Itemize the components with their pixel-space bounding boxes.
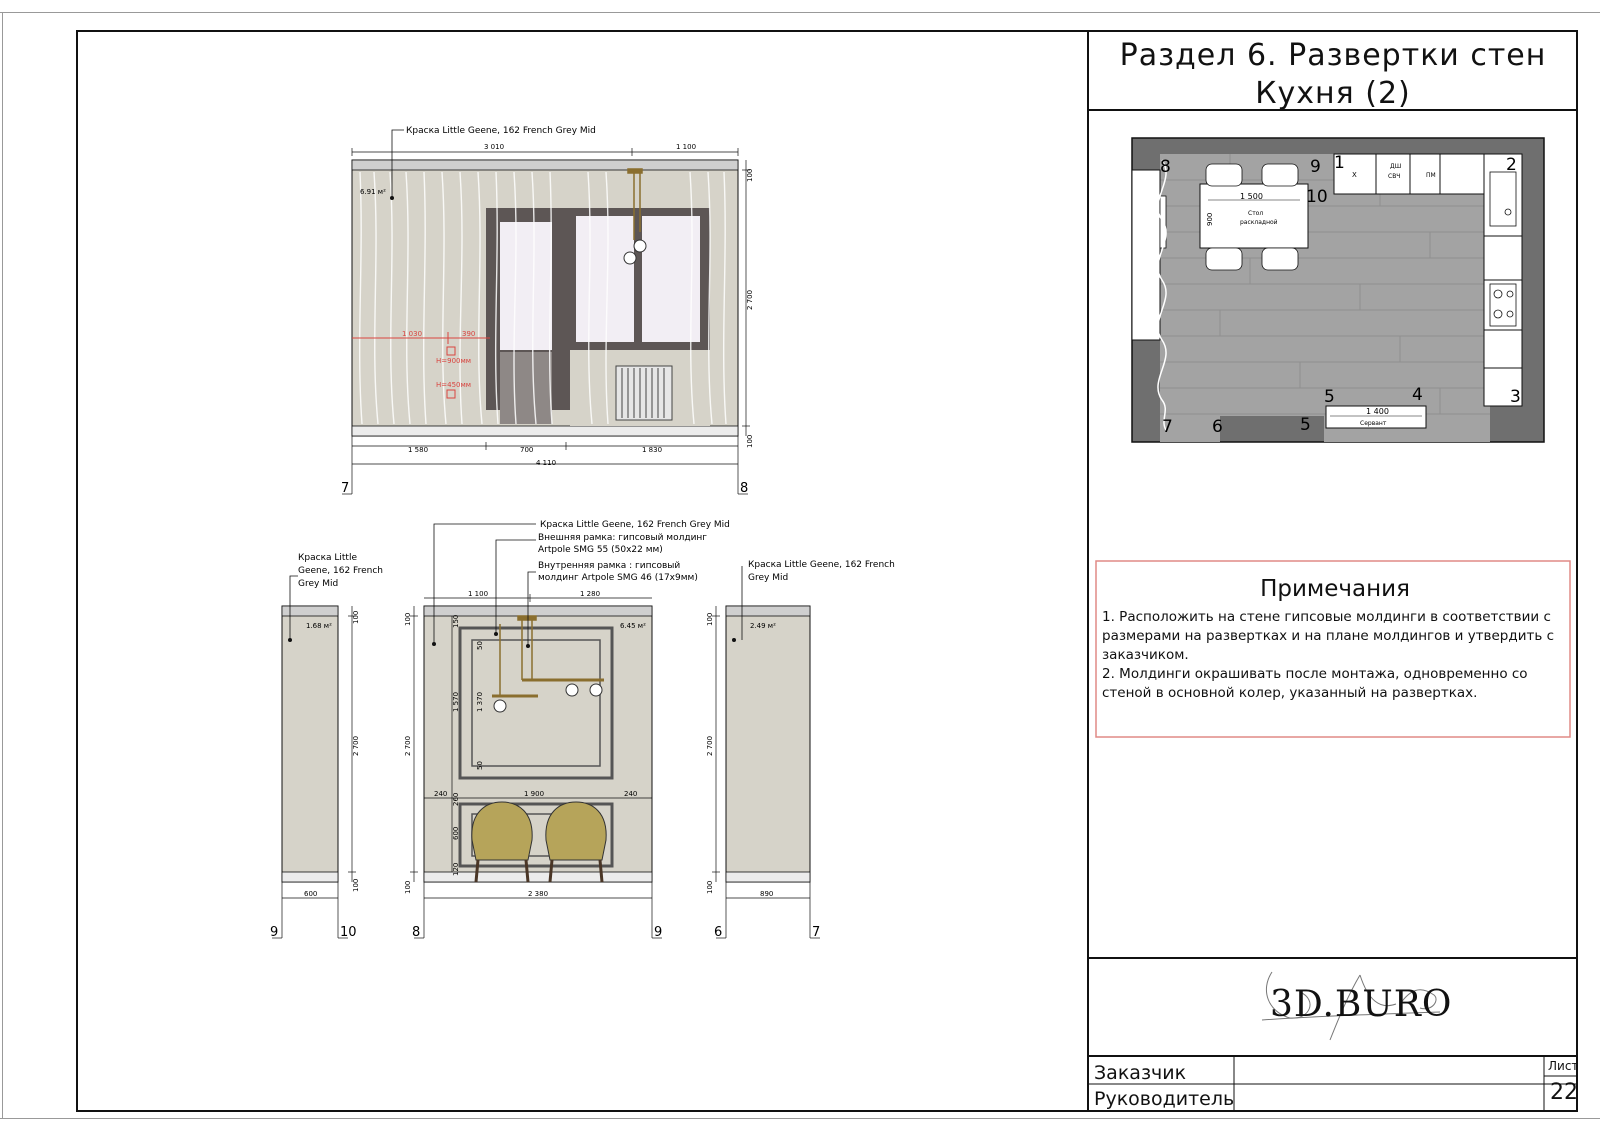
plan-mark-5a: 5 (1324, 387, 1335, 407)
company-logo: 3D.BURO (1270, 984, 1453, 1025)
plan-cab-dw: ДШ (1390, 163, 1402, 170)
dim-center-w2: 1 280 (580, 590, 601, 598)
socket-label-1: H=900мм (436, 357, 472, 365)
window-pane-1 (576, 216, 634, 342)
plan-table-label-1: Стол (1248, 210, 1264, 217)
plan-mark-1: 1 (1334, 153, 1345, 173)
dim-top-w1: 3 010 (484, 143, 505, 151)
plan-mark-6: 6 (1212, 417, 1223, 437)
plan-sideboard-width: 1 400 (1366, 407, 1389, 416)
dim-top-h-top: 100 (746, 168, 754, 182)
paint-left-l2: Geene, 162 French (298, 566, 383, 576)
dim-center-f600: 600 (452, 826, 460, 840)
mark-center-right: 9 (654, 925, 663, 940)
red-dim-2: 390 (462, 330, 476, 338)
dim-center-f260: 260 (452, 792, 460, 806)
plan-table-width: 1 500 (1240, 192, 1263, 201)
outer-frame-l2: Artpole SMG 55 (50x22 мм) (538, 545, 663, 555)
plan-mark-4: 4 (1412, 385, 1423, 405)
door-lower (500, 352, 552, 424)
mark-top-left: 7 (341, 481, 350, 496)
dim-right-h-top: 100 (706, 612, 714, 626)
dim-top-b2: 700 (520, 446, 534, 454)
dim-top-b1: 1 580 (408, 446, 429, 454)
outer-frame-l1: Внешняя рамка: гипсовый молдинг (538, 533, 708, 543)
plan-cab-mw: СВЧ (1388, 173, 1401, 180)
paint-center: Краска Little Geene, 162 French Grey Mid (540, 520, 730, 530)
dim-center-f1570: 1 570 (452, 691, 460, 712)
dim-right-h-bot: 100 (706, 880, 714, 894)
elevation-top (341, 126, 754, 496)
dim-top-h-bot: 100 (746, 434, 754, 448)
door-pane (500, 222, 552, 350)
paint-right-l2: Grey Mid (748, 573, 789, 583)
paint-left-l3: Grey Mid (298, 579, 339, 589)
plan-table-label-2: раскладной (1240, 219, 1278, 226)
plan-cab-x: Х (1352, 171, 1357, 179)
area-left: 1.68 м² (306, 622, 332, 630)
dim-center-total: 2 380 (528, 890, 549, 898)
dim-right-h-main: 2 700 (706, 735, 714, 756)
dim-left-h-top: 100 (352, 610, 360, 624)
dim-left-h-main: 2 700 (352, 735, 360, 756)
dim-center-f1370: 1 370 (476, 691, 484, 712)
dim-center-w1: 1 100 (468, 590, 489, 598)
mark-left-right: 10 (340, 925, 357, 940)
area-dot-top (390, 196, 394, 200)
customer-label: Заказчик (1094, 1062, 1187, 1084)
area-center: 6.45 м² (620, 622, 646, 630)
dim-center-h-top: 100 (404, 612, 412, 626)
wall-right (726, 606, 810, 882)
dim-right-width: 890 (760, 890, 774, 898)
plan-sink (1490, 172, 1516, 226)
mark-top-right: 8 (740, 481, 749, 496)
room-title: Кухня (2) (1255, 76, 1411, 111)
inner-frame-l1: Внутренняя рамка : гипсовый (538, 561, 681, 571)
dim-center-h-bot: 100 (404, 880, 412, 894)
note-item-1: 1. Расположить на стене гипсовые молдинги в соответствии с размерами на развертках и на плане молдингов и утвердить с заказчиком. (1102, 609, 1555, 663)
dim-top-b3: 1 830 (642, 446, 663, 454)
radiator (616, 366, 672, 420)
plan-mark-7: 7 (1162, 417, 1173, 437)
section-title: Раздел 6. Развертки стен (1119, 38, 1547, 73)
inner-frame-l2: молдинг Artpole SMG 46 (17x9мм) (538, 573, 698, 583)
plan-cab-pm: ПМ (1426, 172, 1436, 179)
paint-right-l1: Краска Little Geene, 162 French (748, 560, 895, 570)
dim-top-w2: 1 100 (676, 143, 697, 151)
plan-mark-3: 3 (1510, 387, 1521, 407)
plan-mark-9: 9 (1310, 157, 1321, 177)
sheet-number: 22 (1550, 1080, 1578, 1105)
plan-mark-5b: 5 (1300, 415, 1311, 435)
dim-center-f50a: 50 (476, 641, 484, 650)
elevation-left (270, 553, 383, 940)
dim-left-width: 600 (304, 890, 318, 898)
dim-left-h-bot: 100 (352, 878, 360, 892)
paint-left-l1: Краска Little (298, 553, 357, 563)
sheet-label: Лист (1548, 1059, 1579, 1073)
dim-center-f50b: 50 (476, 761, 484, 770)
dim-center-m1900: 1 900 (524, 790, 545, 798)
mark-left-left: 9 (270, 925, 279, 940)
paint-label-top: Краска Little Geene, 162 French Grey Mid (406, 126, 596, 136)
dim-center-l240: 240 (434, 790, 448, 798)
dim-top-h-main: 2 700 (746, 289, 754, 310)
area-right: 2.49 м² (750, 622, 776, 630)
dim-center-f150: 150 (452, 614, 460, 628)
dim-center-f120: 120 (452, 862, 460, 876)
red-dim-1: 1 030 (402, 330, 423, 338)
dim-center-r240: 240 (624, 790, 638, 798)
mark-right-right: 7 (812, 925, 821, 940)
area-top: 6.91 м² (360, 188, 386, 196)
ceiling-band-top (352, 160, 738, 170)
plan-sideboard-label: Сервант (1360, 420, 1387, 427)
plan-mark-10: 10 (1306, 187, 1328, 207)
plan-table-height: 900 (1206, 212, 1214, 226)
wall-left (282, 606, 338, 882)
mark-right-left: 6 (714, 925, 723, 940)
manager-label: Руководитель (1094, 1088, 1235, 1110)
kitchen-plan (1132, 138, 1544, 442)
dim-center-h-main: 2 700 (404, 735, 412, 756)
note-item-2: 2. Молдинги окрашивать после монтажа, одновременно со стеной в основной колер, указанный на развертках. (1102, 666, 1528, 701)
mark-center-left: 8 (412, 925, 421, 940)
floor-band-top (352, 426, 738, 436)
plan-mark-8: 8 (1160, 157, 1171, 177)
dim-top-total: 4 110 (536, 459, 557, 467)
plan-mark-2: 2 (1506, 155, 1517, 175)
elevation-right (706, 560, 895, 940)
socket-label-2: H=450мм (436, 381, 472, 389)
notes-title: Примечания (1260, 576, 1410, 602)
elevation-center (404, 520, 730, 940)
